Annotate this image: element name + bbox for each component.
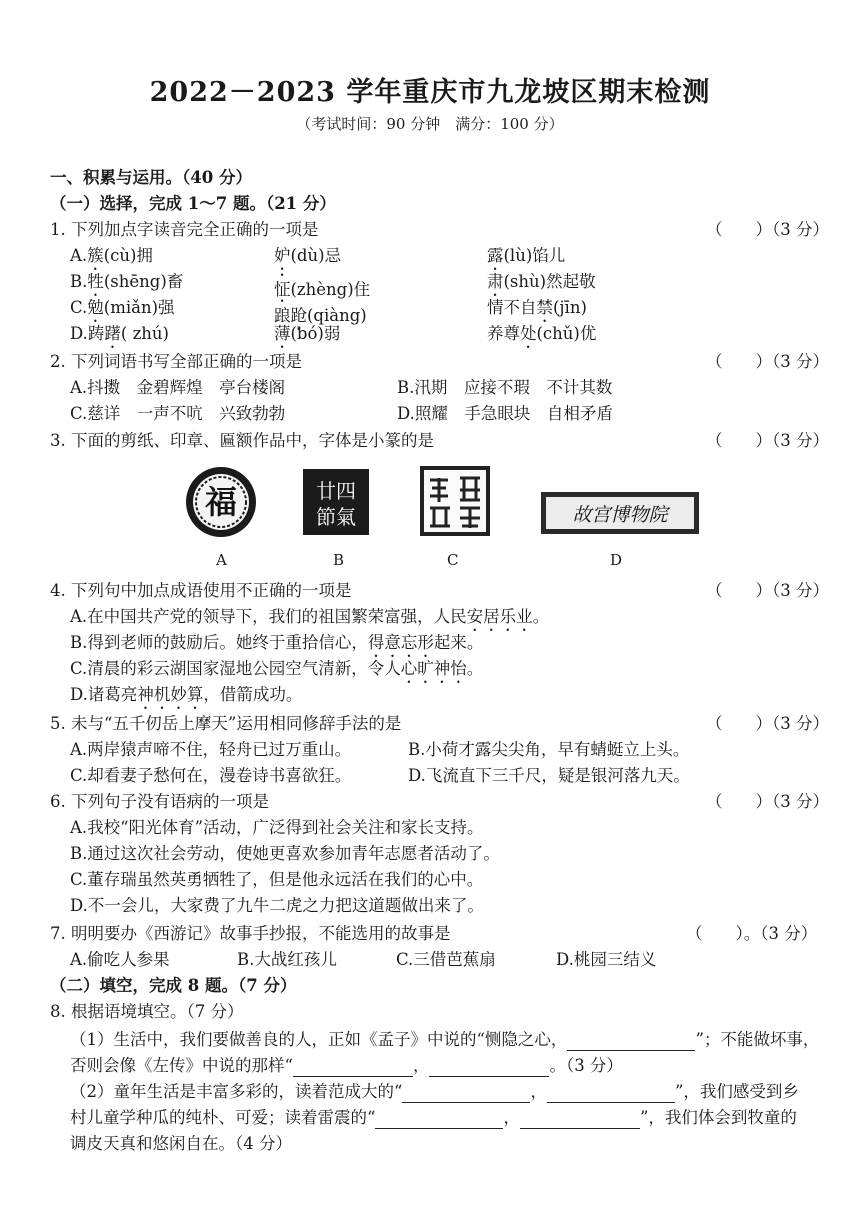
q1-option-a3: 露(lù)馅儿 xyxy=(487,246,566,265)
q1-option-a2: 妒(dù)忌 xyxy=(274,246,342,265)
q8-text: （2）童年生活是丰富多彩的，读着范成大的“ xyxy=(70,1082,403,1101)
q6-option-c: C.董存瑞虽然英勇牺牲了，但是他永远活在我们的心中。 xyxy=(70,870,484,889)
q8-blank-3[interactable] xyxy=(429,1058,549,1077)
q8-text: ， xyxy=(412,1056,430,1075)
q8-line4 xyxy=(70,1107,797,1129)
page-title: 2022－2023 学年重庆市九龙坡区期末检测 xyxy=(149,77,711,108)
q1-option-d2: 薄(bó)弱 xyxy=(274,324,341,343)
q8-stem: 8. 根据语境填空。（7 分） xyxy=(50,1002,244,1021)
q7-option-d: D.桃园三结义 xyxy=(556,950,657,969)
q8-text: 否则会像《左传》中说的那样“ xyxy=(70,1056,293,1075)
q8-line2 xyxy=(70,1055,623,1077)
q7-option-c: C.三借芭蕉扇 xyxy=(396,950,496,969)
q8-text: 。（3 分） xyxy=(549,1056,623,1075)
q5-option-a: A.两岸猿声啼不住，轻舟已过万重山。 xyxy=(70,740,352,759)
q8-text: ， xyxy=(530,1082,547,1101)
q1-option-b2: 怔(zhèng)住 xyxy=(274,280,371,299)
q1-option-b3: 肃(shù)然起敬 xyxy=(487,272,596,291)
q1-option-c1: C.勉(miǎn)强 xyxy=(70,298,175,317)
q2-answer-blank[interactable]: （ ）（3 分） xyxy=(706,352,829,371)
q8-text: ， xyxy=(503,1108,520,1127)
q8-line5: 调皮天真和悠闲自在。（4 分） xyxy=(70,1134,292,1153)
q8-text: 村儿童学种瓜的纯朴、可爱；读着雷震的“ xyxy=(70,1108,376,1127)
q5-option-c: C.却看妻子愁何在，漫卷诗书喜欲狂。 xyxy=(70,766,352,785)
q8-text: ”；不能做坏事， xyxy=(695,1030,820,1049)
q8-text: （1）生活中，我们要做善良的人，正如《孟子》中说的“恻隐之心， xyxy=(70,1030,568,1049)
image-b-label: B xyxy=(333,551,345,569)
image-c-seal xyxy=(420,466,490,536)
image-d-label: D xyxy=(610,551,623,569)
q4-stem: 4. 下列句中加点成语使用不正确的一项是 xyxy=(50,581,352,600)
q4-option-c: C.清晨的彩云湖国家湿地公园空气清新，令人心旷神怡。 xyxy=(70,659,484,678)
q3-answer-blank[interactable]: （ ）（3 分） xyxy=(706,431,829,450)
image-a-label: A xyxy=(216,551,227,569)
exam-info: （考试时间：90 分钟 满分：100 分） xyxy=(296,115,564,133)
image-d-glyph: 故宫博物院 xyxy=(572,504,668,526)
q4-answer-blank[interactable]: （ ）（3 分） xyxy=(706,581,829,600)
part2-heading: （二）填空，完成 8 题。（7 分） xyxy=(50,976,297,995)
q8-line3 xyxy=(70,1081,799,1103)
q1-option-d3: 养尊处(chǔ)优 xyxy=(487,324,597,343)
image-d-plaque xyxy=(540,491,700,535)
q7-stem: 7. 明明要办《西游记》故事手抄报，不能选用的故事是 xyxy=(50,924,451,943)
q5-answer-blank[interactable]: （ ）（3 分） xyxy=(706,714,829,733)
q1-option-d1: D.踌躇( zhú) xyxy=(70,324,169,343)
svg-text:廿四: 廿四 xyxy=(316,479,356,503)
q8-blank-6[interactable] xyxy=(375,1110,503,1129)
q2-option-c: C.慈详 一声不吭 兴致勃勃 xyxy=(70,404,286,423)
q8-blank-7[interactable] xyxy=(520,1110,640,1129)
q4-option-b: B.得到老师的鼓励后。她终于重拾信心，得意忘形起来。 xyxy=(70,633,484,652)
q6-option-a: A.我校“阳光体育”活动，广泛得到社会关注和家长支持。 xyxy=(70,818,484,837)
q2-option-d: D.照耀 手急眼块 自相矛盾 xyxy=(397,404,613,423)
q7-option-a: A.偷吃人参果 xyxy=(70,950,170,969)
q1-option-c2: 踉跄(qiàng) xyxy=(274,306,367,325)
image-b-seal xyxy=(302,468,370,536)
q4-option-a: A.在中国共产党的领导下，我们的祖国繁荣富强，人民安居乐业。 xyxy=(70,607,550,626)
q7-option-b: B.大战红孩儿 xyxy=(237,950,337,969)
q1-option-a1: A.簇(cù)拥 xyxy=(70,246,153,265)
q3-stem: 3. 下面的剪纸、印章、匾额作品中，字体是小篆的是 xyxy=(50,431,434,450)
q8-blank-4[interactable] xyxy=(402,1084,530,1103)
q1-option-b1: B.牲(shēng)畜 xyxy=(70,272,184,291)
image-a-glyph: 福 xyxy=(204,483,238,521)
q6-option-d: D.不一会儿，大家费了九牛二虎之力把这道题做出来了。 xyxy=(70,896,484,915)
q5-option-d: D.飞流直下三千尺，疑是银河落九天。 xyxy=(408,766,690,785)
q6-stem: 6. 下列句子没有语病的一项是 xyxy=(50,792,269,811)
q6-answer-blank[interactable]: （ ）（3 分） xyxy=(706,792,829,811)
q8-text: ”，我们感受到乡 xyxy=(674,1082,799,1101)
q2-option-b: B.汛期 应接不瑕 不计其数 xyxy=(397,378,613,397)
q2-stem: 2. 下列词语书写全部正确的一项是 xyxy=(50,352,302,371)
q8-blank-1[interactable] xyxy=(567,1032,695,1051)
part-heading: （一）选择，完成 1～7 题。（21 分） xyxy=(50,194,336,213)
q8-text: ”，我们体会到牧童的 xyxy=(639,1108,797,1127)
section-heading: 一、积累与运用。（40 分） xyxy=(50,168,252,187)
q1-stem: 1. 下列加点字读音完全正确的一项是 xyxy=(50,220,319,239)
q6-option-b: B.通过这次社会劳动，使她更喜欢参加青年志愿者活动了。 xyxy=(70,844,500,863)
q8-blank-5[interactable] xyxy=(547,1084,675,1103)
q5-stem: 5. 未与“五千仞岳上摩天”运用相同修辞手法的是 xyxy=(50,714,402,733)
q1-option-c3: 情不自禁(jīn) xyxy=(487,298,587,317)
q8-blank-2[interactable] xyxy=(293,1058,413,1077)
q1-answer-blank[interactable]: （ ）（3 分） xyxy=(706,220,829,239)
q8-line1 xyxy=(70,1029,819,1051)
svg-text:節氣: 節氣 xyxy=(316,505,356,529)
q2-option-a: A.抖擞 金碧辉煌 亭台楼阁 xyxy=(70,378,286,397)
image-a-papercut xyxy=(185,466,257,538)
q7-answer-blank[interactable]: （ ）。（3 分） xyxy=(686,924,818,943)
image-c-label: C xyxy=(447,551,459,569)
q4-option-d: D.诸葛亮神机妙算，借箭成功。 xyxy=(70,685,303,704)
q5-option-b: B.小荷才露尖尖角，早有蜻蜓立上头。 xyxy=(408,740,690,759)
